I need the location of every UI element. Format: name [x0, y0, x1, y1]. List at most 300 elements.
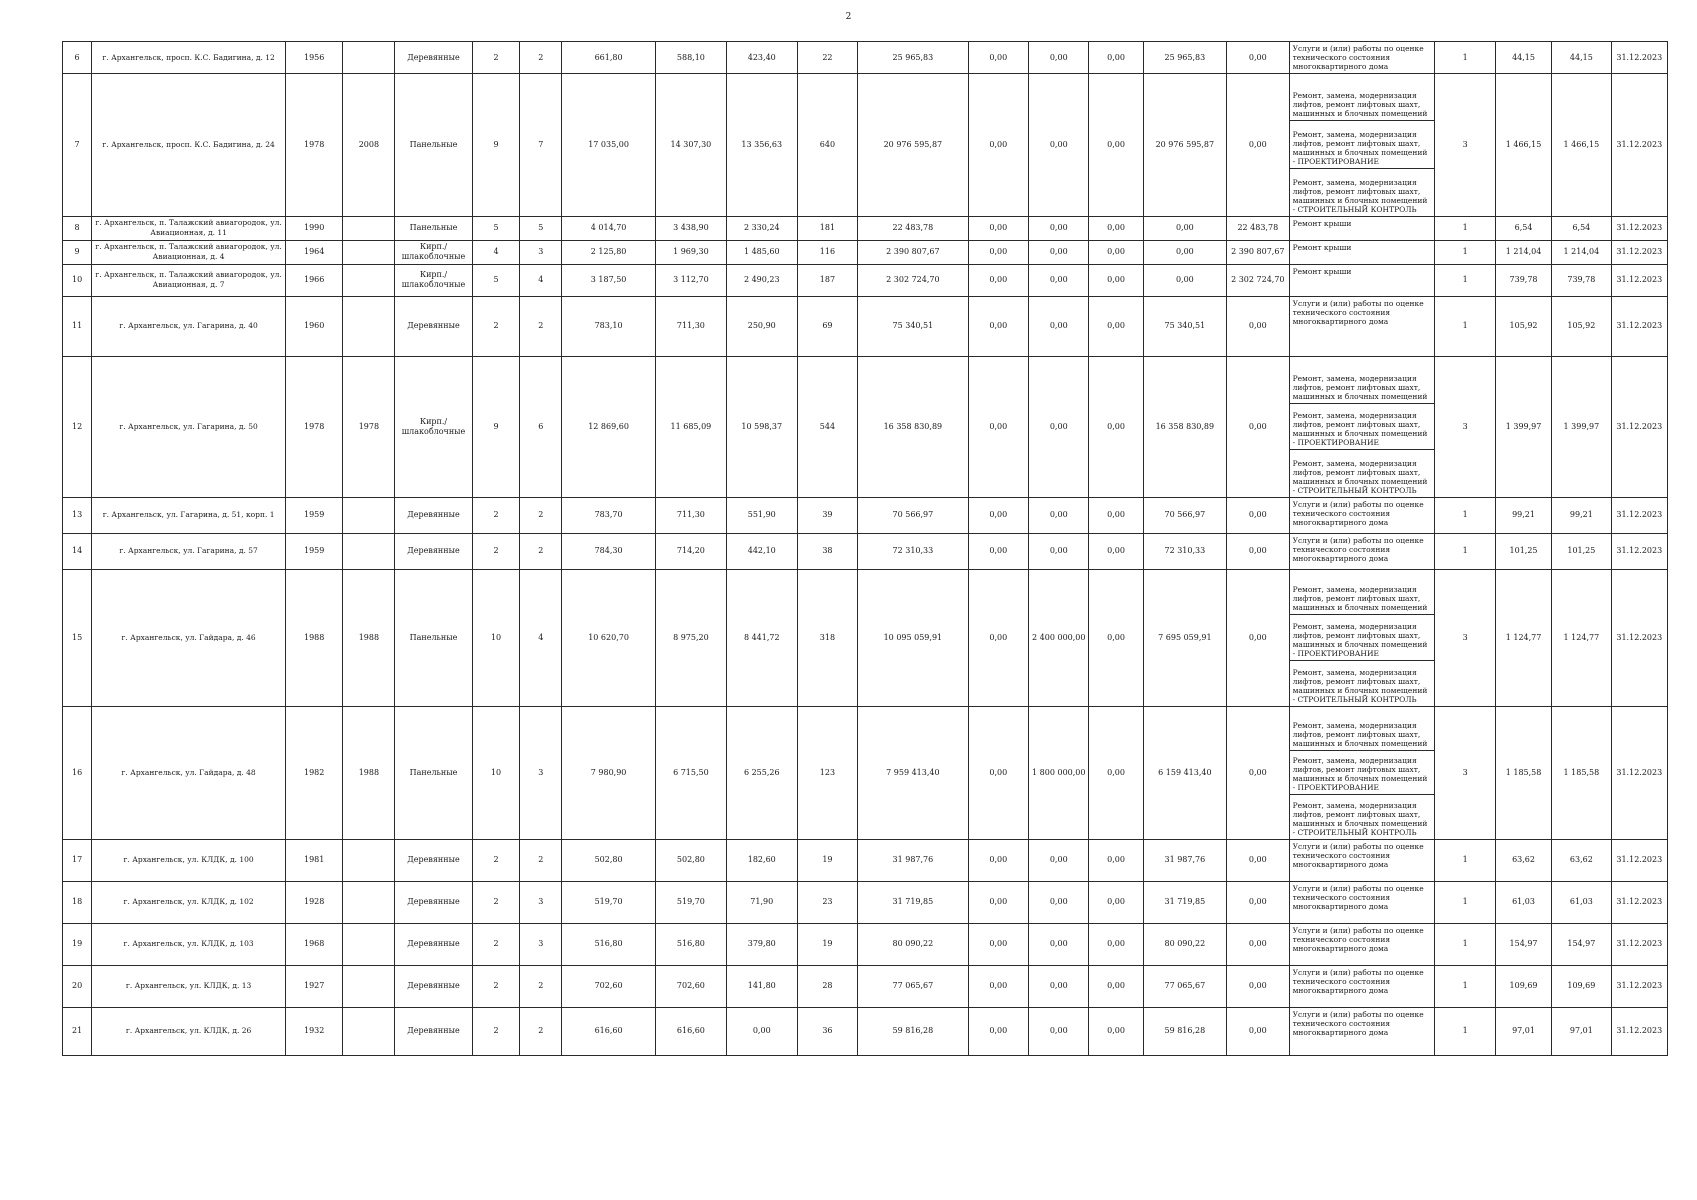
fund-federal: 0,00 — [968, 569, 1028, 706]
fund-local: 0,00 — [1089, 533, 1143, 569]
floors: 2 — [472, 923, 520, 965]
entrances: 2 — [520, 839, 562, 881]
work-types — [1289, 42, 1435, 74]
year-commissioned: 1978 — [343, 356, 395, 497]
total-cost: 2 302 724,70 — [858, 264, 968, 296]
work-type-item: Услуги и (или) работы по оценке технического состояния многоквартирного дома — [1292, 44, 1424, 71]
fund-owners-special-account: 0,00 — [1227, 965, 1290, 1007]
fund-regional: 0,00 — [1029, 264, 1089, 296]
work-type-item: Ремонт крыши — [1292, 266, 1352, 276]
limit-cost: 1 466,15 — [1552, 74, 1611, 217]
total-cost: 22 483,78 — [858, 216, 968, 240]
row-number: 18 — [63, 881, 92, 923]
floors: 4 — [472, 240, 520, 264]
area-rooms: 1 969,30 — [655, 240, 726, 264]
year-built: 1978 — [286, 356, 343, 497]
wall-material: Деревянные — [395, 296, 472, 356]
completion-date: 31.12.2023 — [1611, 706, 1667, 839]
year-built: 1981 — [286, 839, 343, 881]
completion-date: 31.12.2023 — [1611, 296, 1667, 356]
work-type-item: Услуги и (или) работы по оценке технического состояния многоквартирного дома — [1292, 841, 1424, 869]
fund-owners-regional-operator: 77 065,67 — [1143, 965, 1226, 1007]
year-built: 1990 — [286, 216, 343, 240]
area-rooms: 519,70 — [655, 881, 726, 923]
year-built: 1978 — [286, 74, 343, 217]
fund-owners-special-account: 0,00 — [1227, 923, 1290, 965]
area-residential: 2 490,23 — [726, 264, 797, 296]
area-rooms: 516,80 — [655, 923, 726, 965]
year-commissioned — [343, 533, 395, 569]
completion-date: 31.12.2023 — [1611, 569, 1667, 706]
unit-cost: 1 399,97 — [1495, 356, 1551, 497]
fund-regional: 0,00 — [1029, 533, 1089, 569]
total-area: 12 869,60 — [562, 356, 656, 497]
address: г. Архангельск, п. Талажский авиагородок, ул. Авиационная, д. 7 — [92, 264, 286, 296]
entrances: 3 — [520, 881, 562, 923]
total-area: 519,70 — [562, 881, 656, 923]
table-row — [63, 216, 1668, 240]
row-number: 14 — [63, 533, 92, 569]
unit-cost: 1 214,04 — [1495, 240, 1551, 264]
address: г. Архангельск, ул. Гайдара, д. 46 — [92, 569, 286, 706]
fund-local: 0,00 — [1089, 240, 1143, 264]
area-residential: 6 255,26 — [726, 706, 797, 839]
area-rooms: 502,80 — [655, 839, 726, 881]
area-residential: 141,80 — [726, 965, 797, 1007]
work-count: 1 — [1435, 296, 1495, 356]
total-area: 661,80 — [562, 42, 656, 74]
address: г. Архангельск, ул. Гагарина, д. 57 — [92, 533, 286, 569]
unit-cost: 61,03 — [1495, 881, 1551, 923]
year-built: 1956 — [286, 42, 343, 74]
limit-cost: 97,01 — [1552, 1007, 1611, 1055]
work-types — [1289, 74, 1435, 217]
work-type-item: Ремонт, замена, модернизация лифтов, ремонт лифтовых шахт, машинных и блочных помещений - ПРОЕКТИРОВАНИЕ — [1290, 121, 1435, 168]
wall-material: Деревянные — [395, 42, 472, 74]
residents: 36 — [797, 1007, 857, 1055]
wall-material: Деревянные — [395, 965, 472, 1007]
total-area: 4 014,70 — [562, 216, 656, 240]
area-residential: 423,40 — [726, 42, 797, 74]
fund-owners-special-account: 2 302 724,70 — [1227, 264, 1290, 296]
entrances: 2 — [520, 533, 562, 569]
area-rooms: 711,30 — [655, 497, 726, 533]
total-area: 702,60 — [562, 965, 656, 1007]
table-row — [63, 569, 1668, 706]
fund-owners-regional-operator: 59 816,28 — [1143, 1007, 1226, 1055]
area-rooms: 588,10 — [655, 42, 726, 74]
year-commissioned — [343, 42, 395, 74]
area-residential: 2 330,24 — [726, 216, 797, 240]
total-area: 516,80 — [562, 923, 656, 965]
fund-regional: 0,00 — [1029, 240, 1089, 264]
row-number: 9 — [63, 240, 92, 264]
work-types — [1289, 497, 1435, 533]
unit-cost: 109,69 — [1495, 965, 1551, 1007]
table-row — [63, 965, 1668, 1007]
row-number: 11 — [63, 296, 92, 356]
address: г. Архангельск, ул. Гагарина, д. 50 — [92, 356, 286, 497]
fund-federal: 0,00 — [968, 296, 1028, 356]
entrances: 2 — [520, 42, 562, 74]
area-residential: 182,60 — [726, 839, 797, 881]
wall-material: Деревянные — [395, 839, 472, 881]
residents: 38 — [797, 533, 857, 569]
completion-date: 31.12.2023 — [1611, 264, 1667, 296]
total-area: 17 035,00 — [562, 74, 656, 217]
unit-cost: 101,25 — [1495, 533, 1551, 569]
completion-date: 31.12.2023 — [1611, 533, 1667, 569]
residents: 39 — [797, 497, 857, 533]
unit-cost: 739,78 — [1495, 264, 1551, 296]
unit-cost: 105,92 — [1495, 296, 1551, 356]
work-type-item: Услуги и (или) работы по оценке технического состояния многоквартирного дома — [1292, 499, 1424, 527]
wall-material: Деревянные — [395, 497, 472, 533]
completion-date: 31.12.2023 — [1611, 74, 1667, 217]
completion-date: 31.12.2023 — [1611, 356, 1667, 497]
table-row — [63, 881, 1668, 923]
work-count: 1 — [1435, 1007, 1495, 1055]
work-types — [1289, 264, 1435, 296]
entrances: 7 — [520, 74, 562, 217]
limit-cost: 99,21 — [1552, 497, 1611, 533]
entrances: 2 — [520, 965, 562, 1007]
area-rooms: 714,20 — [655, 533, 726, 569]
fund-federal: 0,00 — [968, 497, 1028, 533]
unit-cost: 154,97 — [1495, 923, 1551, 965]
fund-federal: 0,00 — [968, 356, 1028, 497]
fund-federal: 0,00 — [968, 839, 1028, 881]
work-types — [1289, 356, 1435, 497]
fund-owners-special-account: 0,00 — [1227, 569, 1290, 706]
address: г. Архангельск, ул. КЛДК, д. 100 — [92, 839, 286, 881]
table-row — [63, 923, 1668, 965]
address: г. Архангельск, ул. Гагарина, д. 51, корп. 1 — [92, 497, 286, 533]
area-rooms: 3 438,90 — [655, 216, 726, 240]
work-types — [1289, 881, 1435, 923]
work-type-item: Услуги и (или) работы по оценке технического состояния многоквартирного дома — [1292, 925, 1424, 953]
entrances: 3 — [520, 706, 562, 839]
work-count: 1 — [1435, 839, 1495, 881]
area-residential: 10 598,37 — [726, 356, 797, 497]
year-built: 1968 — [286, 923, 343, 965]
limit-cost: 1 185,58 — [1552, 706, 1611, 839]
work-type-item: Ремонт, замена, модернизация лифтов, ремонт лифтовых шахт, машинных и блочных помещений - СТРОИТЕЛЬНЫЙ КОНТРОЛЬ — [1292, 667, 1428, 704]
area-residential: 8 441,72 — [726, 569, 797, 706]
total-cost: 10 095 059,91 — [858, 569, 968, 706]
address: г. Архангельск, ул. КЛДК, д. 26 — [92, 1007, 286, 1055]
residents: 23 — [797, 881, 857, 923]
unit-cost: 97,01 — [1495, 1007, 1551, 1055]
fund-owners-regional-operator: 80 090,22 — [1143, 923, 1226, 965]
limit-cost: 154,97 — [1552, 923, 1611, 965]
fund-local: 0,00 — [1089, 356, 1143, 497]
work-types — [1289, 216, 1435, 240]
work-types — [1289, 240, 1435, 264]
fund-regional: 0,00 — [1029, 965, 1089, 1007]
fund-regional: 0,00 — [1029, 74, 1089, 217]
fund-regional: 0,00 — [1029, 296, 1089, 356]
address: г. Архангельск, ул. КЛДК, д. 102 — [92, 881, 286, 923]
residents: 640 — [797, 74, 857, 217]
work-type-item: Ремонт, замена, модернизация лифтов, ремонт лифтовых шахт, машинных и блочных помещений — [1290, 357, 1435, 404]
work-count: 1 — [1435, 240, 1495, 264]
fund-local: 0,00 — [1089, 1007, 1143, 1055]
fund-federal: 0,00 — [968, 1007, 1028, 1055]
total-cost: 72 310,33 — [858, 533, 968, 569]
fund-federal: 0,00 — [968, 881, 1028, 923]
work-count: 1 — [1435, 881, 1495, 923]
limit-cost: 44,15 — [1552, 42, 1611, 74]
row-number: 10 — [63, 264, 92, 296]
entrances: 2 — [520, 296, 562, 356]
area-residential: 1 485,60 — [726, 240, 797, 264]
wall-material: Деревянные — [395, 533, 472, 569]
row-number: 6 — [63, 42, 92, 74]
table-row — [63, 42, 1668, 74]
fund-owners-regional-operator: 72 310,33 — [1143, 533, 1226, 569]
limit-cost: 109,69 — [1552, 965, 1611, 1007]
residents: 187 — [797, 264, 857, 296]
year-commissioned — [343, 923, 395, 965]
fund-regional: 0,00 — [1029, 839, 1089, 881]
fund-local: 0,00 — [1089, 264, 1143, 296]
fund-federal: 0,00 — [968, 923, 1028, 965]
year-built: 1932 — [286, 1007, 343, 1055]
fund-owners-special-account: 0,00 — [1227, 296, 1290, 356]
residents: 123 — [797, 706, 857, 839]
residents: 19 — [797, 839, 857, 881]
year-built: 1928 — [286, 881, 343, 923]
table-row — [63, 296, 1668, 356]
entrances: 6 — [520, 356, 562, 497]
limit-cost: 1 124,77 — [1552, 569, 1611, 706]
area-rooms: 11 685,09 — [655, 356, 726, 497]
fund-federal: 0,00 — [968, 706, 1028, 839]
entrances: 3 — [520, 240, 562, 264]
wall-material: Кирп./шлакоблочные — [395, 240, 472, 264]
completion-date: 31.12.2023 — [1611, 216, 1667, 240]
fund-federal: 0,00 — [968, 216, 1028, 240]
total-area: 2 125,80 — [562, 240, 656, 264]
floors: 9 — [472, 356, 520, 497]
completion-date: 31.12.2023 — [1611, 839, 1667, 881]
year-built: 1966 — [286, 264, 343, 296]
row-number: 21 — [63, 1007, 92, 1055]
residents: 181 — [797, 216, 857, 240]
limit-cost: 739,78 — [1552, 264, 1611, 296]
fund-owners-regional-operator: 31 719,85 — [1143, 881, 1226, 923]
fund-regional: 0,00 — [1029, 497, 1089, 533]
repair-program-table — [62, 41, 1668, 1056]
year-commissioned — [343, 216, 395, 240]
area-residential: 13 356,63 — [726, 74, 797, 217]
fund-regional: 2 400 000,00 — [1029, 569, 1089, 706]
year-built: 1960 — [286, 296, 343, 356]
fund-local: 0,00 — [1089, 839, 1143, 881]
address: г. Архангельск, п. Талажский авиагородок, ул. Авиационная, д. 11 — [92, 216, 286, 240]
work-type-item: Услуги и (или) работы по оценке технического состояния многоквартирного дома — [1292, 298, 1424, 326]
wall-material: Панельные — [395, 216, 472, 240]
work-types — [1289, 296, 1435, 356]
work-type-item: Ремонт, замена, модернизация лифтов, ремонт лифтовых шахт, машинных и блочных помещений - ПРОЕКТИРОВАНИЕ — [1290, 751, 1435, 795]
entrances: 3 — [520, 923, 562, 965]
unit-cost: 6,54 — [1495, 216, 1551, 240]
total-cost: 25 965,83 — [858, 42, 968, 74]
fund-owners-regional-operator: 6 159 413,40 — [1143, 706, 1226, 839]
area-residential: 442,10 — [726, 533, 797, 569]
fund-local: 0,00 — [1089, 706, 1143, 839]
address: г. Архангельск, п. Талажский авиагородок, ул. Авиационная, д. 4 — [92, 240, 286, 264]
work-types — [1289, 706, 1435, 839]
fund-regional: 0,00 — [1029, 356, 1089, 497]
work-types — [1289, 533, 1435, 569]
completion-date: 31.12.2023 — [1611, 881, 1667, 923]
work-count: 3 — [1435, 356, 1495, 497]
total-cost: 80 090,22 — [858, 923, 968, 965]
completion-date: 31.12.2023 — [1611, 240, 1667, 264]
fund-federal: 0,00 — [968, 965, 1028, 1007]
completion-date: 31.12.2023 — [1611, 923, 1667, 965]
year-commissioned — [343, 264, 395, 296]
fund-owners-special-account: 22 483,78 — [1227, 216, 1290, 240]
row-number: 13 — [63, 497, 92, 533]
fund-local: 0,00 — [1089, 296, 1143, 356]
table-row — [63, 264, 1668, 296]
year-commissioned — [343, 839, 395, 881]
floors: 2 — [472, 497, 520, 533]
unit-cost: 1 185,58 — [1495, 706, 1551, 839]
fund-federal: 0,00 — [968, 533, 1028, 569]
work-count: 1 — [1435, 965, 1495, 1007]
completion-date: 31.12.2023 — [1611, 42, 1667, 74]
year-commissioned — [343, 497, 395, 533]
work-type-item: Ремонт, замена, модернизация лифтов, ремонт лифтовых шахт, машинных и блочных помещений - СТРОИТЕЛЬНЫЙ КОНТРОЛЬ — [1292, 458, 1428, 495]
total-cost: 7 959 413,40 — [858, 706, 968, 839]
area-residential: 250,90 — [726, 296, 797, 356]
fund-federal: 0,00 — [968, 240, 1028, 264]
limit-cost: 101,25 — [1552, 533, 1611, 569]
wall-material: Деревянные — [395, 881, 472, 923]
residents: 28 — [797, 965, 857, 1007]
work-type-item: Ремонт крыши — [1292, 242, 1352, 252]
total-cost: 20 976 595,87 — [858, 74, 968, 217]
residents: 116 — [797, 240, 857, 264]
wall-material: Деревянные — [395, 923, 472, 965]
table-row — [63, 74, 1668, 217]
work-count: 3 — [1435, 569, 1495, 706]
work-count: 1 — [1435, 923, 1495, 965]
fund-owners-regional-operator: 16 358 830,89 — [1143, 356, 1226, 497]
work-types — [1289, 1007, 1435, 1055]
work-type-item: Ремонт, замена, модернизация лифтов, ремонт лифтовых шахт, машинных и блочных помещений - ПРОЕКТИРОВАНИЕ — [1290, 615, 1435, 660]
floors: 2 — [472, 296, 520, 356]
fund-local: 0,00 — [1089, 216, 1143, 240]
unit-cost: 44,15 — [1495, 42, 1551, 74]
area-rooms: 711,30 — [655, 296, 726, 356]
address: г. Архангельск, ул. КЛДК, д. 13 — [92, 965, 286, 1007]
wall-material: Деревянные — [395, 1007, 472, 1055]
total-area: 616,60 — [562, 1007, 656, 1055]
table-row — [63, 839, 1668, 881]
total-area: 784,30 — [562, 533, 656, 569]
fund-owners-regional-operator: 0,00 — [1143, 240, 1226, 264]
floors: 2 — [472, 965, 520, 1007]
work-type-item: Ремонт, замена, модернизация лифтов, ремонт лифтовых шахт, машинных и блочных помещений - СТРОИТЕЛЬНЫЙ КОНТРОЛЬ — [1292, 177, 1428, 214]
year-built: 1964 — [286, 240, 343, 264]
area-rooms: 616,60 — [655, 1007, 726, 1055]
limit-cost: 63,62 — [1552, 839, 1611, 881]
year-commissioned — [343, 1007, 395, 1055]
fund-owners-special-account: 0,00 — [1227, 74, 1290, 217]
area-residential: 379,80 — [726, 923, 797, 965]
row-number: 7 — [63, 74, 92, 217]
unit-cost: 1 466,15 — [1495, 74, 1551, 217]
work-count: 1 — [1435, 216, 1495, 240]
year-commissioned — [343, 965, 395, 1007]
unit-cost: 63,62 — [1495, 839, 1551, 881]
floors: 2 — [472, 1007, 520, 1055]
floors: 9 — [472, 74, 520, 217]
total-cost: 31 719,85 — [858, 881, 968, 923]
residents: 69 — [797, 296, 857, 356]
total-cost: 31 987,76 — [858, 839, 968, 881]
floors: 2 — [472, 533, 520, 569]
total-area: 7 980,90 — [562, 706, 656, 839]
completion-date: 31.12.2023 — [1611, 965, 1667, 1007]
total-area: 783,10 — [562, 296, 656, 356]
work-type-item: Ремонт, замена, модернизация лифтов, ремонт лифтовых шахт, машинных и блочных помещений — [1290, 570, 1435, 615]
limit-cost: 1 399,97 — [1552, 356, 1611, 497]
work-count: 3 — [1435, 706, 1495, 839]
residents: 19 — [797, 923, 857, 965]
row-number: 17 — [63, 839, 92, 881]
year-built: 1988 — [286, 569, 343, 706]
limit-cost: 61,03 — [1552, 881, 1611, 923]
floors: 2 — [472, 881, 520, 923]
work-types — [1289, 965, 1435, 1007]
floors: 5 — [472, 264, 520, 296]
year-built: 1927 — [286, 965, 343, 1007]
year-commissioned: 1988 — [343, 706, 395, 839]
wall-material: Панельные — [395, 74, 472, 217]
total-cost: 59 816,28 — [858, 1007, 968, 1055]
total-cost: 16 358 830,89 — [858, 356, 968, 497]
address: г. Архангельск, ул. КЛДК, д. 103 — [92, 923, 286, 965]
fund-owners-regional-operator: 20 976 595,87 — [1143, 74, 1226, 217]
table-row — [63, 497, 1668, 533]
work-types — [1289, 569, 1435, 706]
area-rooms: 14 307,30 — [655, 74, 726, 217]
table-body — [63, 42, 1668, 1056]
residents: 544 — [797, 356, 857, 497]
limit-cost: 105,92 — [1552, 296, 1611, 356]
fund-regional: 0,00 — [1029, 216, 1089, 240]
wall-material: Кирп./шлакоблочные — [395, 356, 472, 497]
floors: 10 — [472, 706, 520, 839]
work-count: 1 — [1435, 42, 1495, 74]
fund-local: 0,00 — [1089, 497, 1143, 533]
entrances: 2 — [520, 497, 562, 533]
table-row — [63, 240, 1668, 264]
year-commissioned — [343, 881, 395, 923]
limit-cost: 1 214,04 — [1552, 240, 1611, 264]
fund-regional: 0,00 — [1029, 881, 1089, 923]
row-number: 16 — [63, 706, 92, 839]
address: г. Архангельск, ул. Гайдара, д. 48 — [92, 706, 286, 839]
fund-federal: 0,00 — [968, 42, 1028, 74]
unit-cost: 99,21 — [1495, 497, 1551, 533]
